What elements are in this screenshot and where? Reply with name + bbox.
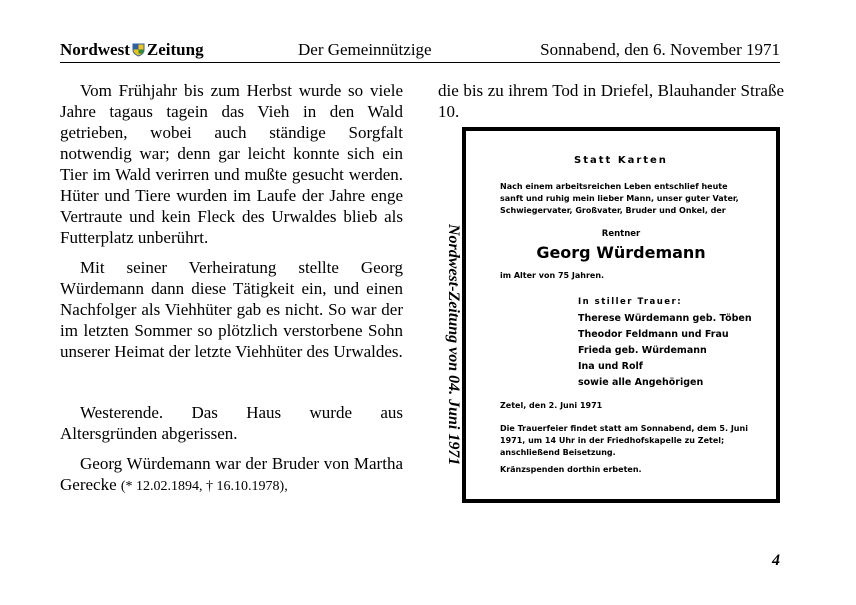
issue-date: Sonnabend, den 6. November 1971 (540, 40, 780, 59)
deceased-title: Rentner (601, 229, 641, 239)
wreath-note: Kränzspenden dorthin erbeten. (500, 465, 642, 474)
paragraph-brother (60, 453, 403, 497)
page-number: 4 (772, 552, 780, 569)
coat-of-arms-icon (132, 43, 145, 57)
paragraph-westerende: Westerende. Das Haus wurde aus Altersgründen abgerissen. (60, 403, 403, 443)
mourners-list (578, 311, 752, 391)
paragraph-cattle-herding: Vom Frühjahr bis zum Herbst wurde so viele Jahre tagaus tagein das Vieh in den Wald getrieben, wobei auch ständige Sorgfalt notwendig war; denn gar leicht konnte sich ein Tier im Wald verirren und mußte gesucht werden. Hüter und Tiere wurden im Laufe der Jahre enge Vertraute und kein Fleck des Urwaldes blieb als Futterplatz unberührt. (60, 81, 403, 247)
notice-heading: Statt Karten (574, 155, 668, 166)
paragraph-marriage: Mit seiner Verheiratung stellte Georg Würdemann dann diese Tätigkeit ein, und einen Nachfolger als Viehhüter gab es nicht. So war der im letzten Sommer so plötzlich verstorbene Sohn unserer Heimat der letzte Viehhüter des Urwaldes. (60, 258, 403, 361)
mourner: Ina und Rolf (578, 361, 643, 372)
notice-intro: Nach einem arbeitsreichen Leben entschlief heute sanft und ruhig mein lieber Mann, unser guter Vater, Schwiegervater, Großvater, Bruder und Onkel, der (500, 182, 739, 215)
notice-place-date: Zetel, den 2. Juni 1971 (500, 401, 603, 410)
paragraph-continuation: die bis zu ihrem Tod in Driefel, Blauhander Straße 10. (438, 81, 784, 121)
newspaper-brand (60, 40, 204, 60)
deceased-age: im Alter von 75 Jahren. (500, 271, 605, 280)
obituary-notice (462, 127, 780, 503)
mourner: Theodor Feldmann und Frau (578, 329, 729, 340)
deceased-name: Georg Würdemann (536, 243, 706, 262)
page-header (60, 40, 780, 63)
mourner: Frieda geb. Würdemann (578, 345, 707, 356)
mourner: sowie alle Angehörigen (578, 377, 704, 388)
right-column-text (438, 80, 784, 122)
brand-name-left: Nordwest (60, 40, 130, 59)
mourning-label: In stiller Trauer: (578, 297, 683, 307)
notice-source-caption: Nordwest-Zeitung von 04. Juni 1971 (445, 224, 462, 466)
life-dates: (* 12.02.1894, † 16.10.1978), (120, 479, 288, 494)
brand-name-right: Zeitung (146, 40, 204, 59)
funeral-info: Die Trauerfeier findet statt am Sonnabend, dem 5. Juni 1971, um 14 Uhr in der Friedhofskapelle zu Zetel; anschließend Beisetzung. (500, 424, 748, 457)
left-column (60, 80, 403, 506)
mourner: Therese Würdemann geb. Töben (578, 313, 752, 324)
brother-text: Georg Würdemann war der Bruder von Martha Gerecke (60, 454, 403, 494)
section-title: Der Gemeinnützige (298, 40, 432, 59)
